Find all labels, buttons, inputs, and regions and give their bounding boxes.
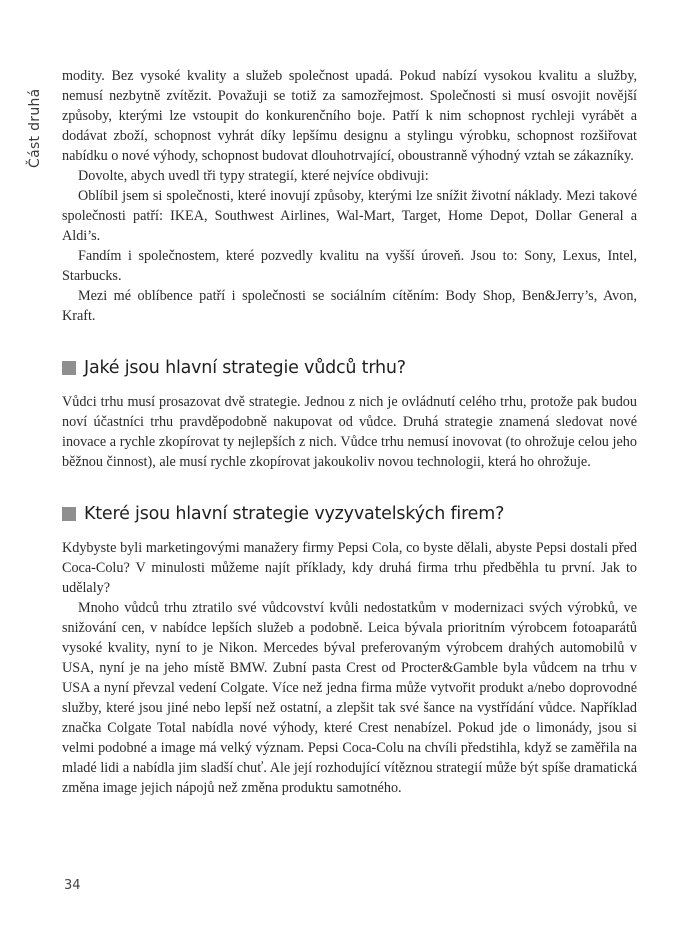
section-market-leaders <box>62 358 637 472</box>
square-bullet-icon <box>62 507 76 521</box>
paragraph: Mezi mé oblíbence patří i společnosti se sociálním cítěním: Body Shop, Ben&Jerry’s, Avon, Kraft. <box>62 288 637 324</box>
section-heading <box>62 358 637 378</box>
paragraph: Mnoho vůdců trhu ztratilo své vůdcovství kvůli nedostatkům v modernizaci svých výrobků, ve snižování cen, v nabídce lepších služeb a podobně. Leica bývala prioritním výrobcem fotoaparátů vysoké kvality, nyní to je Nikon. Mercedes býval preferovaným výrobcem drahých automobilů v USA, nyní je na jeho místě BMW. Zubní pasta Crest od Procter&Gamble byla vůdcem na trhu v USA a nyní převzal vedení Colgate. Více než jedna firma může vytvořit produkt a/nebo doprovodné služby, které jsou jiné nebo lepší než ostatní, a zlepšit tak své šance na vystřídání vůdce. Například značka Colgate Total nabídla nové výhody, které Crest nenabízel. Pokud jde o limonády, jsou si velmi podobné a image má velký význam. Pepsi Coca-Colu na chvíli předstihla, když se zaměřila na mladé lidi a nabídla jim sladší chuť. Ale její rozhodující vítěznou strategií může být spíše dramatická změna image jejich nápojů než změna produktu samotného. <box>62 600 637 796</box>
page-content <box>62 66 637 798</box>
paragraph: Vůdci trhu musí prosazovat dvě strategie. Jednou z nich je ovládnutí celého trhu, protože pak budou noví účastníci trhu pravděpodobně nakupovat od vůdce. Druhá strategie znamená sledovat nové inovace a rychle zkopírovat ty nejlepších z nich. Vůdce trhu nemusí inovovat (to ohrožuje celou jeho běžnou činnost), ale musí rychle zkopírovat jakoukoliv novou technologii, která ho ohrožuje. <box>62 394 637 470</box>
intro-block <box>62 66 637 326</box>
square-bullet-icon <box>62 361 76 375</box>
section-challengers <box>62 504 637 798</box>
paragraph: Dovolte, abych uvedl tři typy strategií, které nejvíce obdivuji: <box>78 168 429 184</box>
paragraph: modity. Bez vysoké kvality a služeb společnost upadá. Pokud nabízí vysokou kvalitu a služby, nemusí nezbytně zvítězit. Považuji se totiž za samozřejmost. Společnosti si musí osvojit novější způsoby, kterými lze vstoupit do konkurenčního boje. Patří k nim schopnost rychleji vyrábět a dodávat zboží, schopnost vyhrát díky lepšímu designu a stylingu výrobku, schopnost rozšiřovat nabídku o nové výhody, schopnost budovat dlouhotrvající, oboustranně výhodný vztah se zákazníky. <box>62 68 637 164</box>
paragraph: Oblíbil jsem si společnosti, které inovují způsoby, kterými lze snížit životní náklady. Mezi takové společnosti patří: IKEA, Southwest Airlines, Wal-Mart, Target, Home Depot, Dollar General a Aldi’s. <box>62 188 637 244</box>
section-heading-text: Které jsou hlavní strategie vyzyvatelských firem? <box>84 504 505 524</box>
chapter-side-label: Část druhá <box>27 88 43 168</box>
section-heading-text: Jaké jsou hlavní strategie vůdců trhu? <box>84 358 406 378</box>
page-number: 34 <box>64 878 81 893</box>
paragraph: Kdybyste byli marketingovými manažery firmy Pepsi Cola, co byste dělali, abyste Pepsi dostali před Coca-Colu? V minulosti můžeme najít příklady, kdy druhá firma trhu předběhla tu první. Jak to udělaly? <box>62 540 637 596</box>
section-heading <box>62 504 637 524</box>
paragraph: Fandím i společnostem, které pozvedly kvalitu na vyšší úroveň. Jsou to: Sony, Lexus, Intel, Starbucks. <box>62 248 637 284</box>
